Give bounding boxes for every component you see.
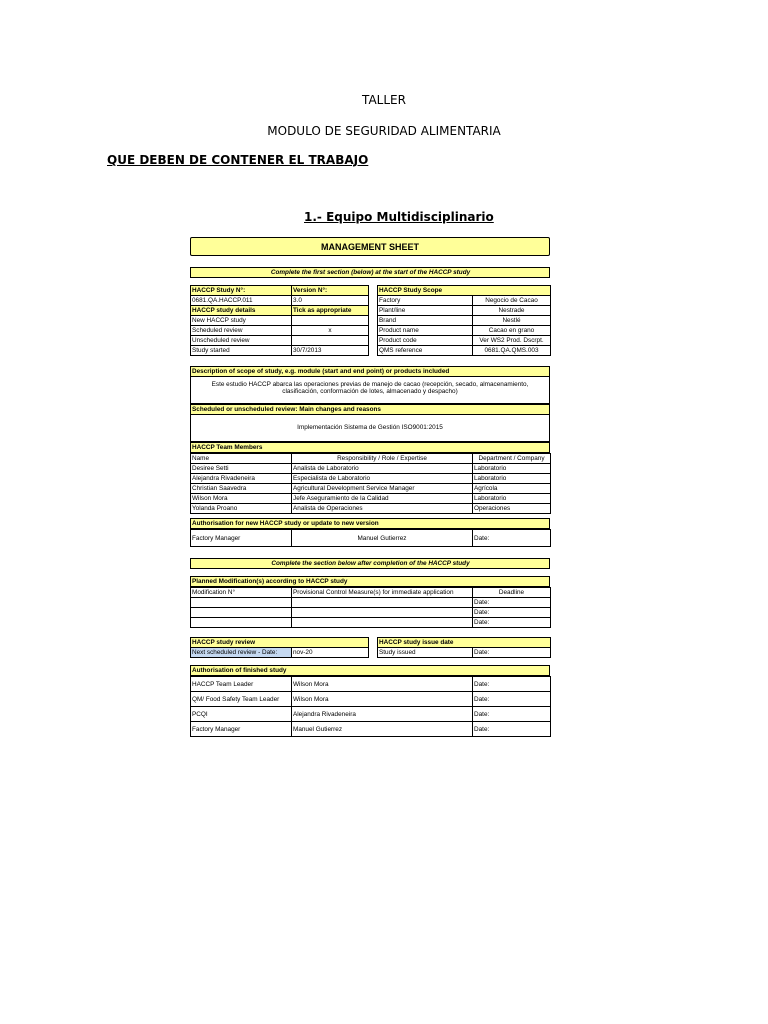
finished-date[interactable]: Date: <box>473 692 551 707</box>
study-review-label: HACCP study review <box>191 638 369 648</box>
management-sheet-title: MANAGEMENT SHEET <box>190 237 550 256</box>
deadline-cell[interactable]: Date: <box>473 598 551 608</box>
finished-auth-label: Authorisation of finished study <box>190 665 550 676</box>
finished-role: QM/ Food Safety Team Leader <box>191 692 292 707</box>
version-label: Version N°: <box>292 286 369 296</box>
review-reasons-label: Scheduled or unscheduled review: Main changes and reasons <box>190 404 550 415</box>
next-review-value[interactable]: nov-20 <box>292 648 369 658</box>
table-row <box>191 608 551 618</box>
finished-auth-table <box>190 676 551 737</box>
scope-key: QMS reference <box>378 346 473 356</box>
measure-col-header: Provisional Control Measure(s) for immediate application <box>292 588 473 598</box>
measure-cell[interactable] <box>292 598 473 608</box>
description-label: Description of scope of study, e.g. module (start and end point) or products included <box>190 366 550 377</box>
scope-key: Product code <box>378 336 473 346</box>
team-col-name: Name <box>191 454 292 464</box>
table-row <box>191 494 551 504</box>
member-dept: Laboratorio <box>473 474 551 484</box>
table-row <box>191 598 551 608</box>
table-row <box>191 474 551 484</box>
description-line-2: clasificación, conformación de lotes, almacenado y despacho) <box>282 388 458 395</box>
scope-key: Plant/line <box>378 306 473 316</box>
scope-value: Cacao en grano <box>473 326 551 336</box>
study-started-label: Study started <box>191 346 292 356</box>
unscheduled-review-label: Unscheduled review <box>191 336 292 346</box>
tick-label: Tick as appropriate <box>292 306 369 316</box>
finished-name: Alejandra Rivadeneira <box>292 707 473 722</box>
member-dept: Operaciones <box>473 504 551 514</box>
scope-key: Brand <box>378 316 473 326</box>
scope-value: Nestrade <box>473 306 551 316</box>
mod-col-header: Modification N° <box>191 588 292 598</box>
scope-key: Factory <box>378 296 473 306</box>
team-col-role: Responsibility / Role / Expertise <box>292 454 473 464</box>
member-role: Analista de Laboratorio <box>292 464 473 474</box>
second-section-note: Complete the section below after completion of the HACCP study <box>190 558 550 569</box>
planned-mods-label: Planned Modification(s) according to HACCP study <box>190 576 550 587</box>
member-name: Alejandra Rivadeneira <box>191 474 292 484</box>
page-subtitle: MODULO DE SEGURIDAD ALIMENTARIA <box>267 124 501 138</box>
table-row <box>191 464 551 474</box>
team-col-dept: Department / Company <box>473 454 551 464</box>
scheduled-review-tick[interactable]: x <box>292 326 369 336</box>
finished-role: Factory Manager <box>191 722 292 737</box>
team-heading: 1.- Equipo Multidisciplinario <box>304 210 494 224</box>
scope-value: Ver WS2 Prod. Dscrpt. <box>473 336 551 346</box>
auth-new-name: Manuel Gutierrez <box>292 530 473 547</box>
scope-value: Nestlé <box>473 316 551 326</box>
table-row <box>191 618 551 628</box>
new-study-tick[interactable] <box>292 316 369 326</box>
study-no-label: HACCP Study N°: <box>191 286 292 296</box>
member-name: Christian Saavedra <box>191 484 292 494</box>
member-role: Jefe Aseguramiento de la Calidad <box>292 494 473 504</box>
table-row <box>191 484 551 494</box>
new-study-label: New HACCP study <box>191 316 292 326</box>
scope-value: 0681.QA.QMS.003 <box>473 346 551 356</box>
page-title: TALLER <box>362 93 406 107</box>
member-dept: Agrícola <box>473 484 551 494</box>
member-name: Wilson Mora <box>191 494 292 504</box>
deadline-col-header: Deadline <box>473 588 551 598</box>
first-section-note: Complete the first section (below) at the start of the HACCP study <box>190 267 550 278</box>
study-issued-date[interactable]: Date: <box>473 648 551 658</box>
finished-date[interactable]: Date: <box>473 707 551 722</box>
next-review-label: Next scheduled review - Date: <box>191 648 292 658</box>
table-row <box>191 504 551 514</box>
mod-cell[interactable] <box>191 598 292 608</box>
scope-label: HACCP Study Scope <box>378 286 551 296</box>
scheduled-review-label: Scheduled review <box>191 326 292 336</box>
measure-cell[interactable] <box>292 618 473 628</box>
planned-mods-table <box>190 587 551 628</box>
measure-cell[interactable] <box>292 608 473 618</box>
issue-date-table <box>377 637 551 658</box>
study-started-date: 30/7/2013 <box>292 346 369 356</box>
auth-new-date[interactable]: Date: <box>473 530 551 547</box>
auth-new-role: Factory Manager <box>191 530 292 547</box>
finished-role: HACCP Team Leader <box>191 677 292 692</box>
mod-cell[interactable] <box>191 608 292 618</box>
scope-key: Product name <box>378 326 473 336</box>
scope-value: Negocio de Cacao <box>473 296 551 306</box>
section-heading: QUE DEBEN DE CONTENER EL TRABAJO <box>107 153 369 167</box>
table-row <box>191 692 551 707</box>
version-value: 3.0 <box>292 296 369 306</box>
issue-date-label: HACCP study issue date <box>378 638 551 648</box>
study-details-table <box>190 285 369 356</box>
table-row <box>191 707 551 722</box>
auth-new-table <box>190 529 551 547</box>
member-name: Yolanda Proano <box>191 504 292 514</box>
study-no-value: 0681.QA.HACCP.011 <box>191 296 292 306</box>
study-scope-table <box>377 285 551 356</box>
finished-role: PCQI <box>191 707 292 722</box>
mod-cell[interactable] <box>191 618 292 628</box>
member-name: Desiree Setti <box>191 464 292 474</box>
details-label: HACCP study details <box>191 306 292 316</box>
review-reasons-box <box>190 414 550 442</box>
member-role: Especialista de Laboratorio <box>292 474 473 484</box>
deadline-cell[interactable]: Date: <box>473 608 551 618</box>
description-box <box>190 376 550 404</box>
table-row <box>191 722 551 737</box>
finished-date[interactable]: Date: <box>473 677 551 692</box>
member-role: Agricultural Development Service Manager <box>292 484 473 494</box>
table-row <box>191 677 551 692</box>
finished-name: Wilson Mora <box>292 692 473 707</box>
finished-date[interactable]: Date: <box>473 722 551 737</box>
auth-new-label: Authorisation for new HACCP study or update to new version <box>190 518 550 529</box>
deadline-cell[interactable]: Date: <box>473 618 551 628</box>
finished-name: Wilson Mora <box>292 677 473 692</box>
member-dept: Laboratorio <box>473 464 551 474</box>
finished-name: Manuel Gutierrez <box>292 722 473 737</box>
review-reasons-text: Implementación Sistema de Gestión ISO9001:2015 <box>297 424 443 431</box>
study-issued-label: Study issued <box>378 648 473 658</box>
member-role: Analista de Operaciones <box>292 504 473 514</box>
team-members-table <box>190 453 551 514</box>
study-review-table <box>190 637 369 658</box>
description-line-1: Este estudio HACCP abarca las operaciones previas de manejo de cacao (recepción, secado, almacenamiento, <box>211 381 529 388</box>
member-dept: Laboratorio <box>473 494 551 504</box>
team-members-label: HACCP Team Members <box>190 442 550 453</box>
unscheduled-review-tick[interactable] <box>292 336 369 346</box>
